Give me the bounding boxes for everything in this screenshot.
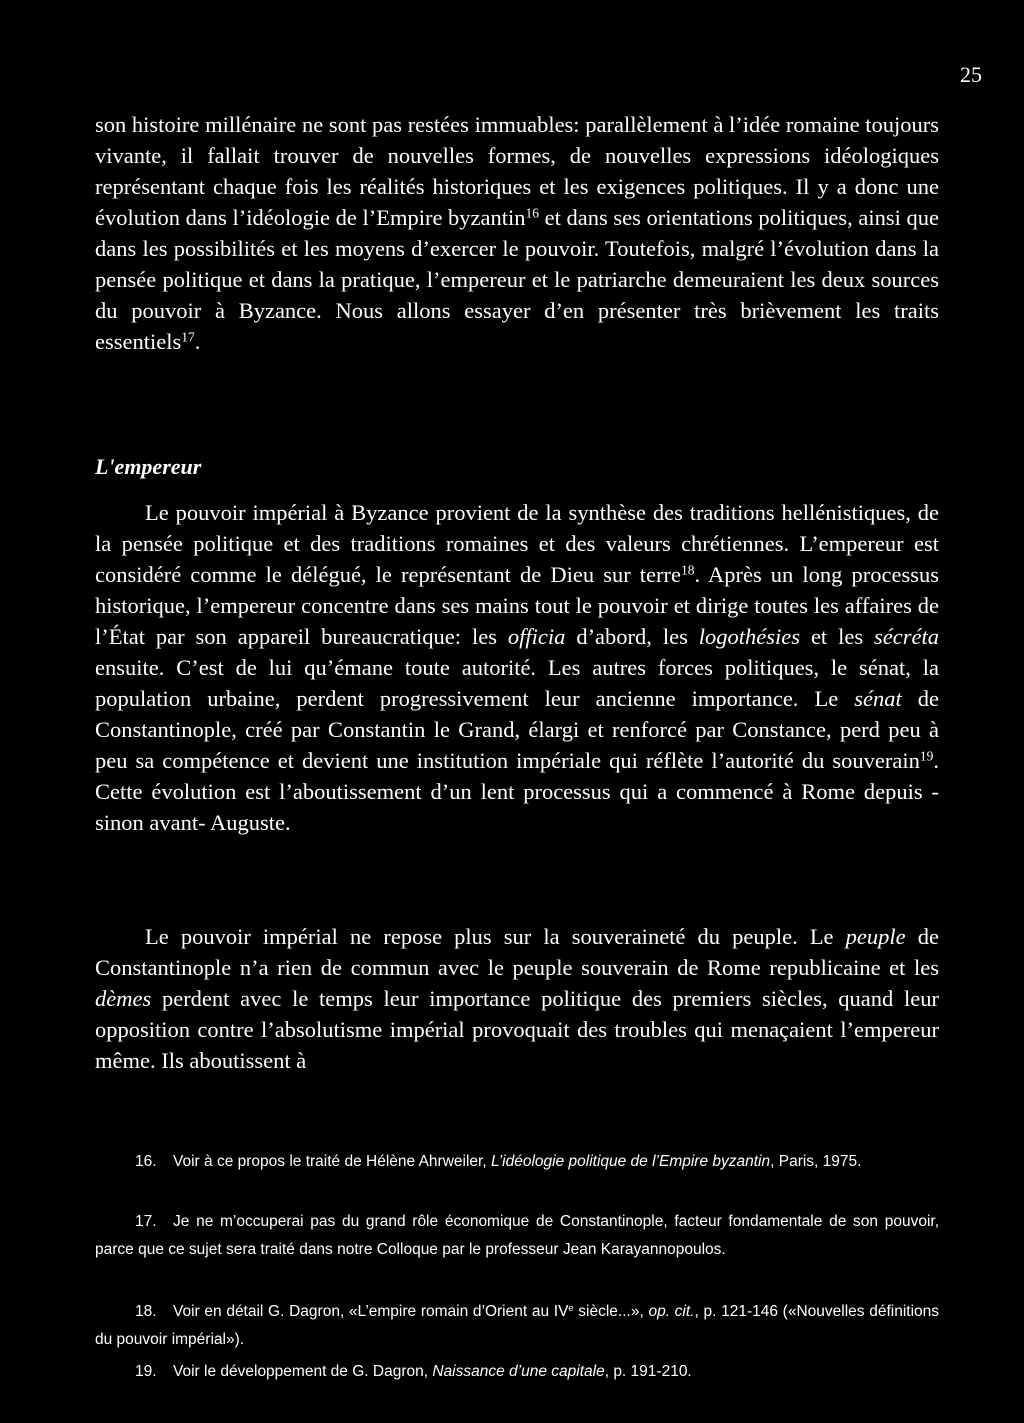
text-run: , Paris, 1975. <box>770 1153 862 1170</box>
italic-term: dèmes <box>95 986 152 1011</box>
text-run: perdent avec le temps leur importance politique des premiers siècles, quand leur opposition contre l’absolutisme impérial provoquait des troubles qui menaçaient l’empereur même. Ils aboutissent à <box>95 986 939 1073</box>
text-run: Je ne m’occuperai pas du grand rôle économique de Constantinople, facteur fondamentale de son pouvoir, parce que ce sujet sera traité dans notre Colloque par le professeur Jean Karayannopoulos. <box>95 1213 939 1258</box>
text-run: son histoire millénaire ne sont pas restées immuables: parallèlement à l’idée romaine toujours vivante, il fallait trouver de nouvelles formes, de nouvelles expressions idéologiques représentant chaque fois les réalités historiques et les exigences politiques. Il y a donc une évolution dans l’idéologie de l’Empire byzantin <box>95 112 939 230</box>
footnote-number: 18. <box>135 1303 157 1320</box>
footnote-number: 17. <box>135 1213 157 1230</box>
text-run: Le pouvoir impérial à Byzance provient de la synthèse des traditions hellénistiques, de la pensée politique et des traditions romaines et des valeurs chrétiennes. L’empereur est considéré comme le délégué, le représentant de Dieu sur terre <box>95 500 939 587</box>
text-run: et les <box>800 624 875 649</box>
italic-term: officia <box>507 624 566 649</box>
text-run: siècle...», <box>573 1303 649 1320</box>
text-run: Le pouvoir impérial ne repose plus sur la souveraineté du peuple. Le <box>145 924 846 949</box>
footnote-number: 19. <box>135 1363 157 1380</box>
text-run: d’abord, les <box>565 624 699 649</box>
text-run: de Constantinople, créé par Constantin le Grand, élargi et renforcé par Constance, perd peu à peu sa compétence et devient une institution impériale qui réflète l’autorité du souverain <box>95 686 939 773</box>
text-run: ensuite. C’est de lui qu’émane toute autorité. Les autres forces politiques, le sénat, la population urbaine, perdent progressivement leur ancienne importance. Le <box>95 655 939 711</box>
italic-term: peuple <box>845 924 906 949</box>
footnote-ref-18: 18 <box>681 562 695 578</box>
italic-term: sécréta <box>874 624 940 649</box>
section-heading: L'empereur <box>95 454 202 479</box>
footnote-ref-16: 16 <box>525 205 540 221</box>
text-run: de Constantinople n’a rien de commun avec le peuple souverain de Rome republicaine et les <box>95 924 939 980</box>
paragraph-intro <box>95 109 939 357</box>
text-run: . Cette évolution est l’aboutissement d’un lent processus qui a commencé à Rome depuis -sinon avant- Auguste. <box>95 748 939 835</box>
footnote-number: 16. <box>135 1153 157 1170</box>
footnote-19 <box>95 1358 939 1386</box>
text-run: Voir en détail G. Dagron, «L’empire romain d’Orient au IV <box>173 1303 569 1320</box>
footnote-18 <box>95 1298 939 1354</box>
footnote-ref-19: 19 <box>919 748 934 764</box>
footnote-17 <box>95 1208 939 1264</box>
italic-term: op. cit. <box>648 1303 695 1320</box>
text-run: Voir à ce propos le traité de Hélène Ahrweiler, <box>173 1153 491 1170</box>
text-run: , p. 121-146 («Nouvelles définitions du pouvoir impérial»). <box>95 1303 939 1348</box>
page-number: 25 <box>960 62 982 87</box>
text-run: . Après un long processus historique, l’empereur concentre dans ses mains tout le pouvoir et dirige toutes les affaires de l’État par son appareil bureaucratique: les <box>95 562 939 649</box>
italic-term: L’idéologie politique de l’Empire byzantin <box>490 1153 771 1170</box>
italic-term: Naissance d’une capitale <box>432 1363 605 1380</box>
italic-term: sénat <box>854 686 902 711</box>
superscript: e <box>568 1302 574 1313</box>
text-run: . <box>194 329 201 354</box>
italic-term: logothésies <box>698 624 801 649</box>
footnote-16 <box>95 1148 939 1176</box>
paragraph-emperor <box>95 497 939 838</box>
paragraph-people <box>95 921 939 1076</box>
text-run: , p. 191-210. <box>604 1363 692 1380</box>
footnote-ref-17: 17 <box>181 329 195 345</box>
text-run: et dans ses orientations politiques, ainsi que dans les possibilités et les moyens d’exercer le pouvoir. Toutefois, malgré l’évolution dans la pensée politique et dans la pratique, l’empereur et le patriarche demeuraient les deux sources du pouvoir à Byzance. Nous allons essayer d’en présenter très brièvement les traits essentiels <box>95 205 939 354</box>
text-run: Voir le développement de G. Dagron, <box>173 1363 433 1380</box>
